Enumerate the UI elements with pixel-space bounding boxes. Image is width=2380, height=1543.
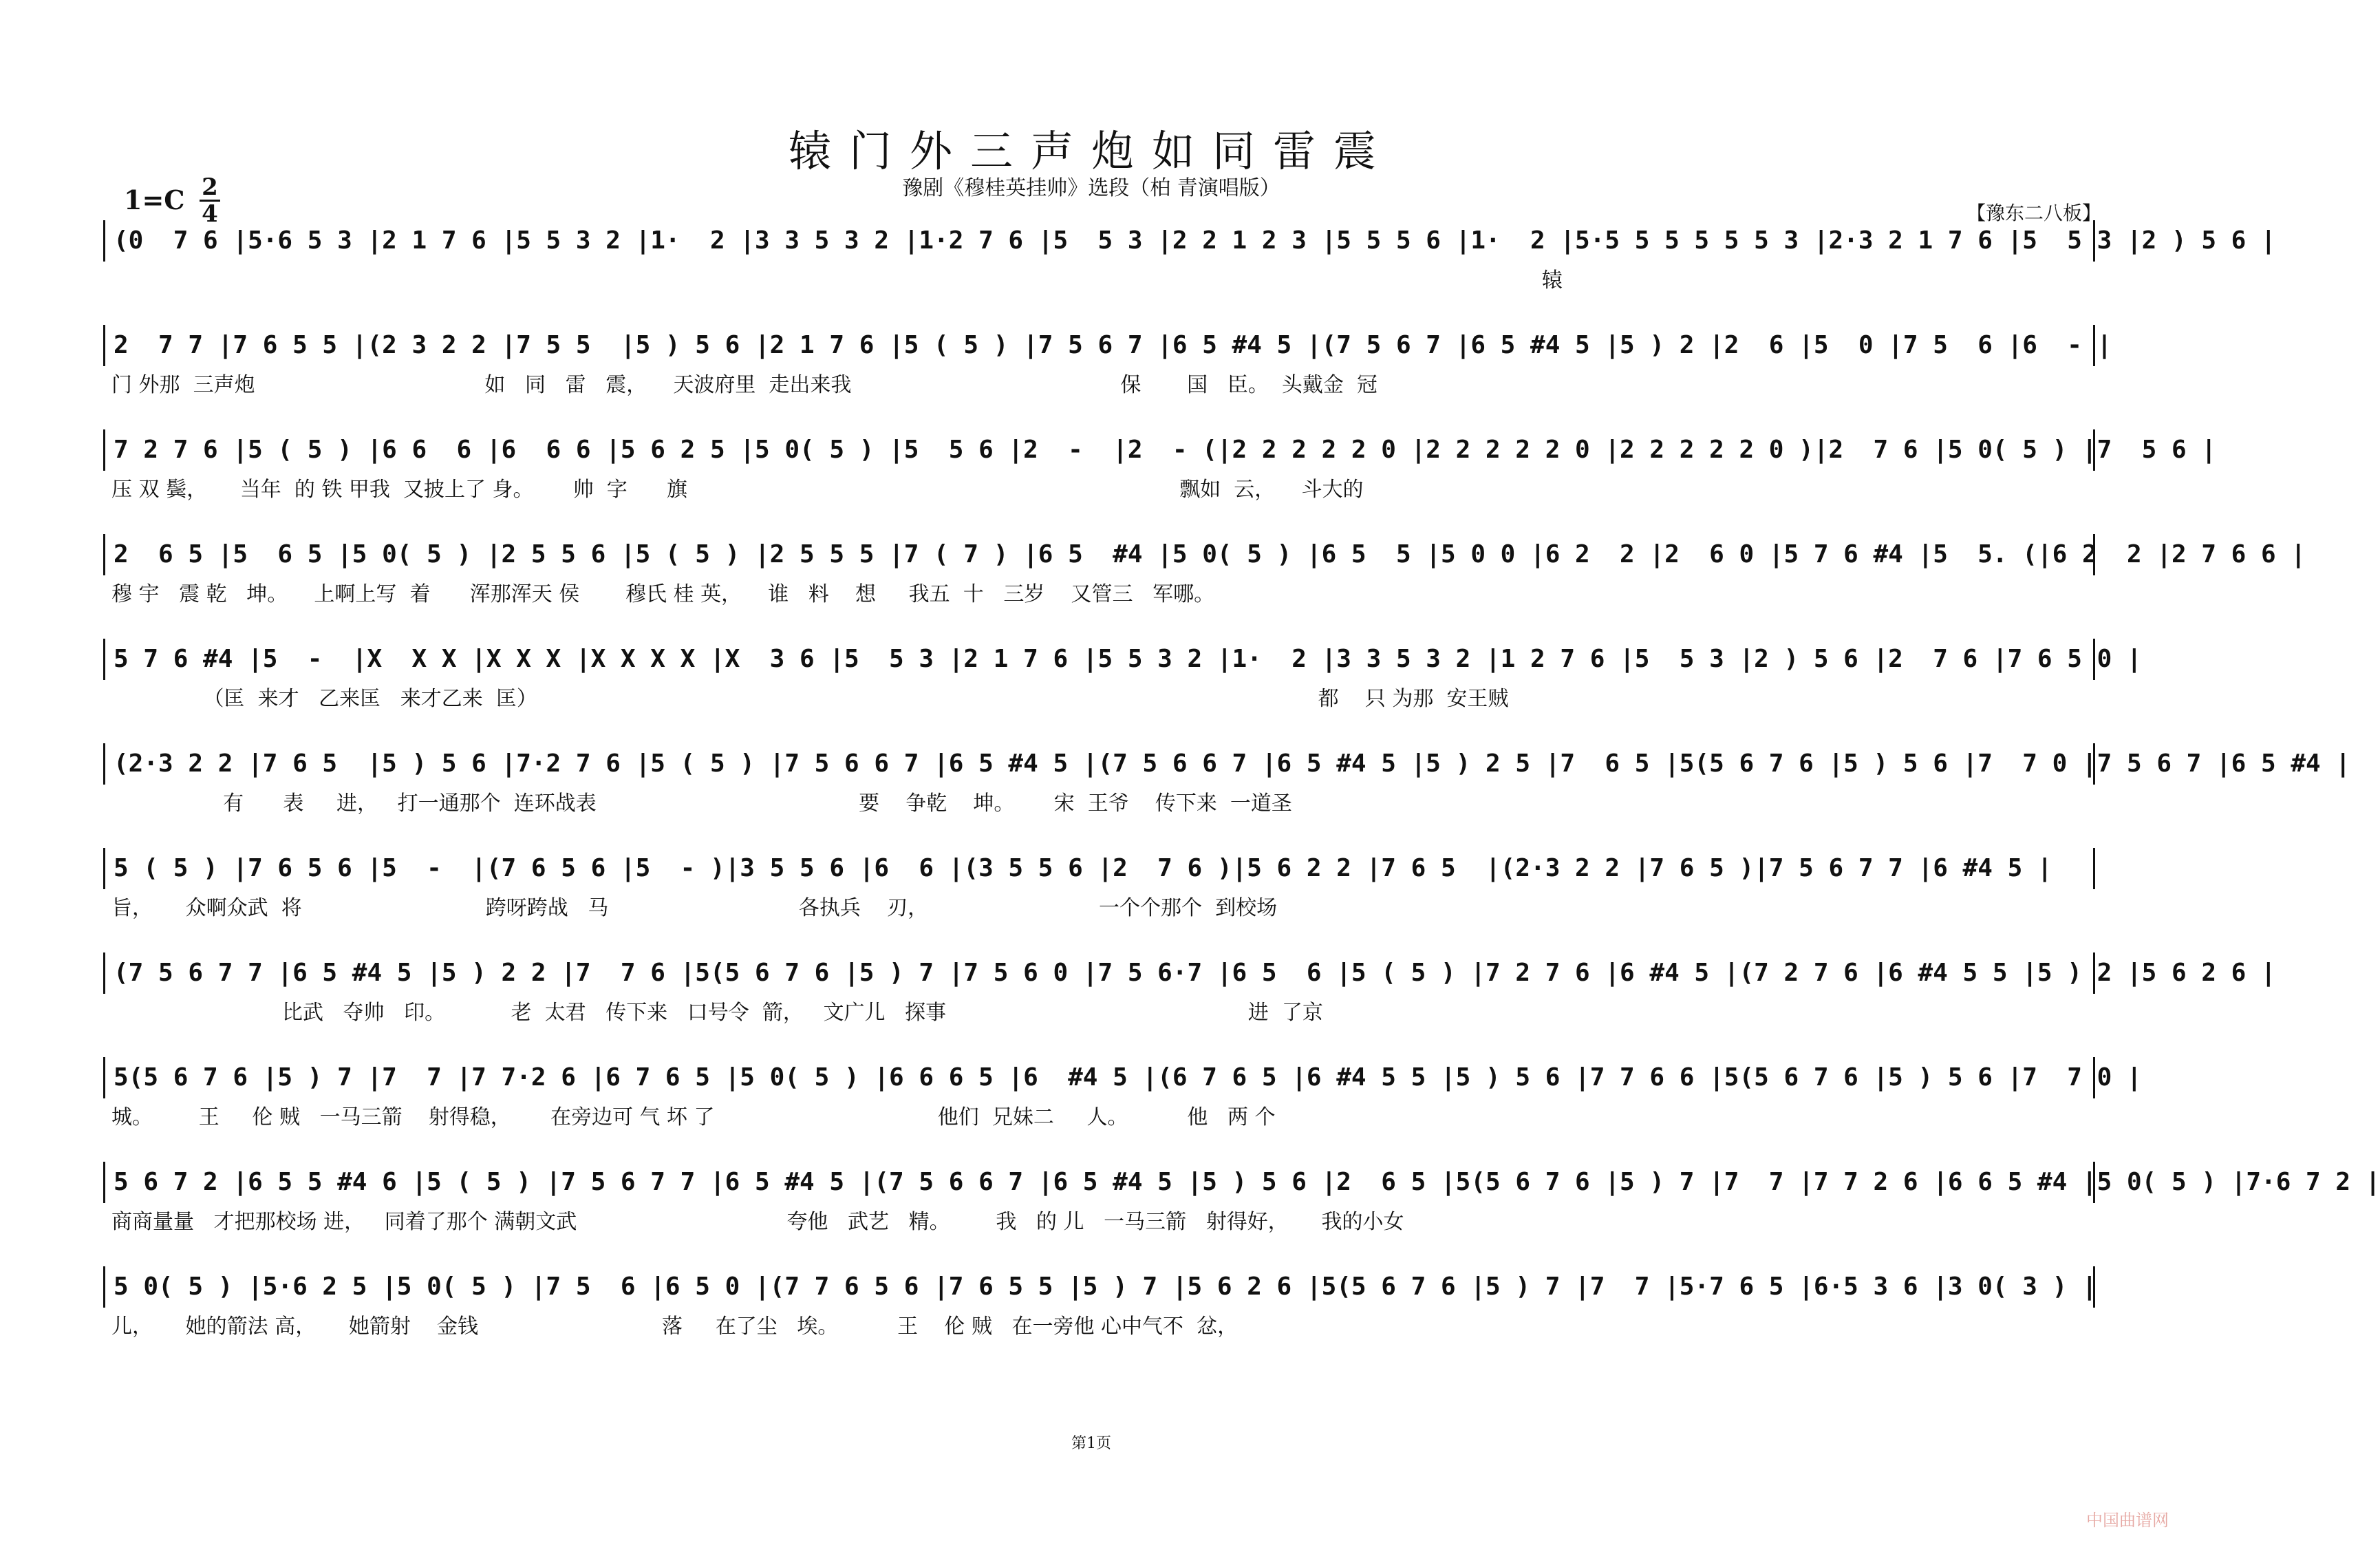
page-title: 辕门外三声炮如同雷震 [788, 126, 1394, 176]
staff-system-9 [103, 1057, 2142, 1133]
lyrics-line: 城。 王 伦 贼 一马三箭 射得稳， 在旁边可 气 坏 了 他们 兄妹二 人。 他 两 个 [111, 1105, 1276, 1129]
meter-top: 2 [202, 173, 218, 201]
lyrics-line: 压 双 鬓， 当年 的 铁 甲我 又披上了 身。 帅 字 旗 飘如 云， 斗大的 [111, 478, 1364, 502]
site-watermark: 中国曲谱网 [2086, 1511, 2169, 1530]
page-number: 第1页 [1071, 1435, 1111, 1452]
notation-line: (2·3 2 2 |7 6 5 |5 ) 5 6 |7·2 7 6 |5 ( 5 ) |7 5 6 6 7 |6 5 #4 5 |(7 5 6 6 7 |6 5 #4 5 |5 ) 2 5 |7 6 5 |5(5 6 7 6 |5 ) 5 6 |7 7 0 |7 5 6 7 |6 5 #4 | [103, 743, 2095, 785]
lyrics-line: 辕 [111, 268, 1563, 292]
staff-system-8 [103, 953, 2276, 1028]
lyrics-line: 儿， 她的箭法 高， 她箭射 金钱 落 在了尘 埃。 王 伦 贼 在一旁他 心中气不 忿， [111, 1315, 1239, 1339]
notation-line: 2 7 7 |7 6 5 5 |(2 3 2 2 |7 5 5 |5 ) 5 6 |2 1 7 6 |5 ( 5 ) |7 5 6 7 |6 5 #4 5 |(7 5 6 7 |6 5 #4 5 |5 ) 2 |2 6 |5 0 |7 5 6 |6 - | [103, 325, 2095, 366]
key-signature: 1=C [124, 184, 185, 215]
staff-system-6 [103, 743, 2351, 819]
lyrics-line: 穆 宇 震 乾 坤。 上啊上写 着 浑那浑天 侯 穆氏 桂 英， 谁 料 想 我五 十 三岁 又管三 军哪。 [111, 582, 1215, 606]
notation-line: 5 ( 5 ) |7 6 5 6 |5 - |(7 6 5 6 |5 - )|3 5 5 6 |6 6 |(3 5 5 6 |2 7 6 )|5 6 2 2 |7 6 5 |(2·3 2 2 |7 6 5 )|7 5 6 7 7 |6 #4 5 | [103, 848, 2095, 889]
staff-system-7 [103, 848, 2095, 924]
staff-system-3 [103, 429, 2217, 505]
staff-system-11 [103, 1266, 2095, 1342]
lyrics-line: 有 表 进， 打一通那个 连环战表 要 争乾 坤。 宋 王爷 传下来 一道圣 [111, 791, 1292, 816]
time-signature [200, 173, 220, 228]
notation-line: 7 2 7 6 |5 ( 5 ) |6 6 6 |6 6 6 |5 6 2 5 |5 0( 5 ) |5 5 6 |2 - |2 - (|2 2 2 2 2 0 |2 2 2 2 2 0 |2 2 2 2 2 0 )|2 7 6 |5 0( 5 ) |7 5 6 | [103, 429, 2095, 471]
lyrics-line: 门 外那 三声炮 如 同 雷 震， 天波府里 走出来我 保 国 臣。 头戴金 冠 [111, 373, 1377, 397]
lyrics-line: （匡 来才 乙来匡 来才乙来 匡） 都 只 为那 安王贼 [111, 687, 1509, 711]
notation-line: 5(5 6 7 6 |5 ) 7 |7 7 |7 7·2 6 |6 7 6 5 |5 0( 5 ) |6 6 6 5 |6 #4 5 |(6 7 6 5 |6 #4 5 5 |5 ) 5 6 |7 7 6 6 |5(5 6 7 6 |5 ) 5 6 |7 7 0 | [103, 1057, 2095, 1098]
banban-label: 【豫东二八板】 [1966, 202, 2101, 224]
lyrics-line: 商商量量 才把那校场 进， 同着了那个 满朝文武 夸他 武艺 精。 我 的 儿 一马三箭 射得好， 我的小女 [111, 1210, 1404, 1234]
staff-system-5 [103, 639, 2142, 714]
notation-line: (7 5 6 7 7 |6 5 #4 5 |5 ) 2 2 |7 7 6 |5(5 6 7 6 |5 ) 7 |7 5 6 0 |7 5 6·7 |6 5 6 |5 ( 5 ) |7 2 7 6 |6 #4 5 |(7 2 7 6 |6 #4 5 5 |5 ) 2 |5 6 2 6 | [103, 953, 2095, 994]
notation-line: 5 0( 5 ) |5·6 2 5 |5 0( 5 ) |7 5 6 |6 5 0 |(7 7 6 5 6 |7 6 5 5 |5 ) 7 |5 6 2 6 |5(5 6 7 6 |5 ) 7 |7 7 |5·7 6 5 |6·5 3 6 |3 0( 3 ) | [103, 1266, 2095, 1308]
notation-line: 2 6 5 |5 6 5 |5 0( 5 ) |2 5 5 6 |5 ( 5 ) |2 5 5 5 |7 ( 7 ) |6 5 #4 |5 0( 5 ) |6 5 5 |5 0 0 |6 2 2 |2 6 0 |5 7 6 #4 |5 5. (|6 2 2 |2 7 6 6 | [103, 534, 2095, 575]
lyrics-line: 旨， 众啊众武 将 跨呀跨战 马 各执兵 刃， 一个个那个 到校场 [111, 896, 1278, 920]
notation-line: 5 7 6 #4 |5 - |X X X |X X X |X X X X |X 3 6 |5 5 3 |2 1 7 6 |5 5 3 2 |1· 2 |3 3 5 3 2 |1 2 7 6 |5 5 3 |2 ) 5 6 |2 7 6 |7 6 5 0 | [103, 639, 2095, 680]
notation-line: 5 6 7 2 |6 5 5 #4 6 |5 ( 5 ) |7 5 6 7 7 |6 5 #4 5 |(7 5 6 6 7 |6 5 #4 5 |5 ) 5 6 |2 6 5 |5(5 6 7 6 |5 ) 7 |7 7 |7 7 2 6 |6 6 5 #4 |5 0( 5 ) |7·6 7 2 | [103, 1162, 2095, 1203]
staff-system-2 [103, 325, 2112, 401]
page-subtitle: 豫剧《穆桂英挂帅》选段（柏 青演唱版） [902, 176, 1280, 200]
staff-system-10 [103, 1162, 2380, 1237]
lyrics-line: 比武 夺帅 印。 老 太君 传下来 口号令 箭， 文广儿 探事 进 了京 [111, 1001, 1323, 1025]
meter-bottom: 4 [202, 200, 218, 228]
staff-system-1 [103, 220, 2276, 296]
staff-system-4 [103, 534, 2306, 610]
notation-line: (0 7 6 |5·6 5 3 |2 1 7 6 |5 5 3 2 |1· 2 |3 3 5 3 2 |1·2 7 6 |5 5 3 |2 2 1 2 3 |5 5 5 6 |1· 2 |5·5 5 5 5 5 5 3 |2·3 2 1 7 6 |5 5 3 |2 ) 5 6 | [103, 220, 2095, 262]
